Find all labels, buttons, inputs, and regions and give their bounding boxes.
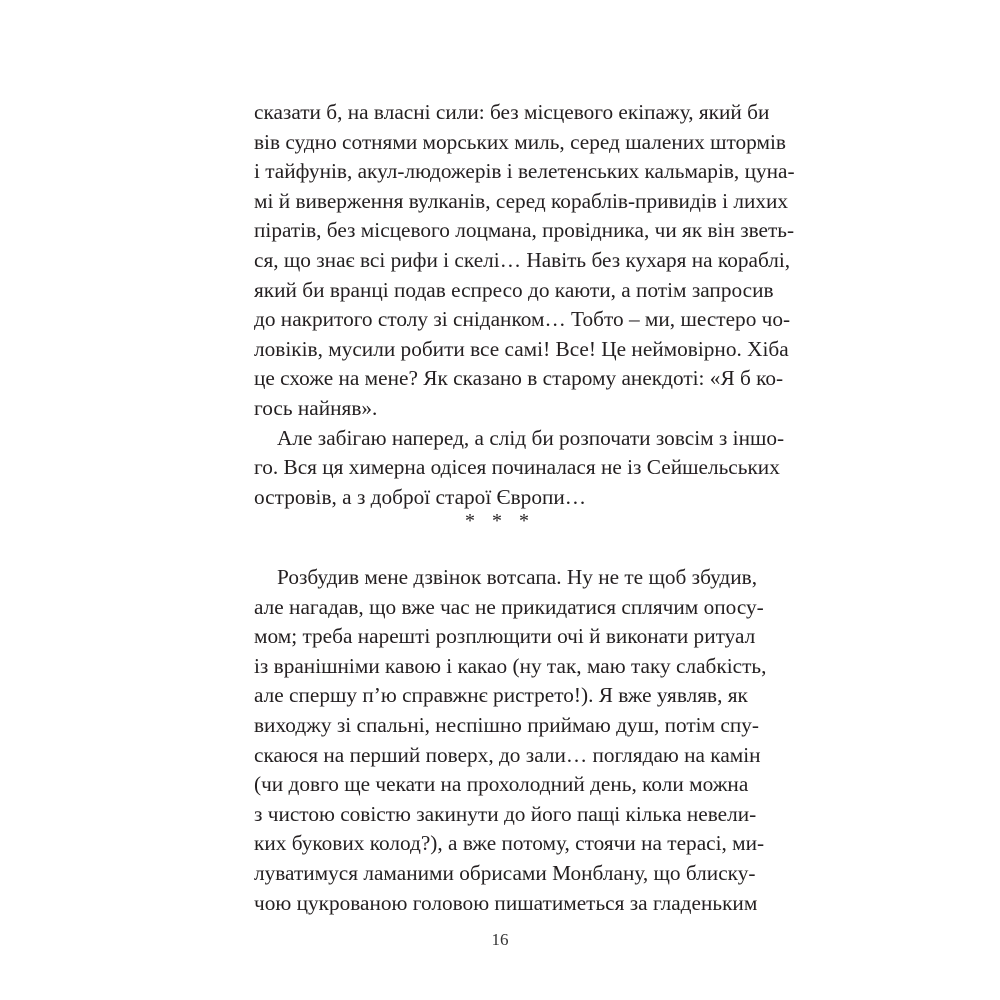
text-line: мі й виверження вулканів, серед кораблів-привидів і лихих bbox=[254, 188, 789, 213]
text-line: піратів, без місцевого лоцмана, провідника, чи як він зветь- bbox=[254, 218, 795, 243]
passage-two bbox=[254, 563, 767, 918]
text-line: скаюся на перший поверх, до зали… поглядаю на камін bbox=[254, 742, 761, 767]
page-number: 16 bbox=[491, 930, 509, 949]
text-line: (чи довго ще чекати на прохолодний день, коли можна bbox=[254, 772, 749, 797]
text-line: Розбудив мене дзвінок вотсапа. Ну не те щоб збудив, bbox=[277, 565, 758, 589]
text-line: з чистою совістю закинути до його пащі кілька невели- bbox=[254, 801, 757, 826]
text-line: але нагадав, що вже час не прикидатися сплячим опосу- bbox=[254, 594, 764, 619]
text-line: сказати б, на власні сили: без місцевого екіпажу, який би bbox=[254, 100, 770, 124]
text-line: вів судно сотнями морських миль, серед шалених штормів bbox=[254, 129, 786, 154]
text-line: гось найняв». bbox=[254, 395, 378, 420]
text-line: луватимуся ламаними обрисами Монблану, що блиску- bbox=[254, 860, 756, 885]
text-line: це схоже на мене? Як сказано в старому анекдоті: «Я б ко- bbox=[254, 366, 784, 391]
text-line: до накритого столу зі сніданком… Тобто – ми, шестеро чо- bbox=[254, 307, 791, 332]
text-line: го. Вся ця химерна одісея починалася не із Сейшельських bbox=[254, 455, 780, 480]
text-line: який би вранці подав еспресо до каюти, а потім запросив bbox=[254, 277, 774, 302]
text-line: островів, а з доброї старої Європи… bbox=[254, 484, 587, 509]
text-line: із вранішніми кавою і какао (ну так, маю таку слабкість, bbox=[254, 653, 767, 678]
text-line: ся, що знає всі рифи і скелі… Навіть без кухаря на кораблі, bbox=[254, 247, 791, 272]
text-line: ких букових колод?), а вже потому, стоячи на терасі, ми- bbox=[254, 831, 765, 856]
text-line: виходжу зі спальні, неспішно приймаю душ, потім спу- bbox=[254, 712, 759, 737]
text-line: мом; треба нарешті розплющити очі й виконати ритуал bbox=[254, 624, 756, 649]
section-separator: * * * bbox=[465, 510, 535, 532]
text-line: але спершу п’ю справжнє ристрето!). Я вже уявляв, як bbox=[254, 683, 748, 708]
text-line: ловіків, мусили робити все самі! Все! Це неймовірно. Хіба bbox=[254, 336, 789, 361]
text-line: Але забігаю наперед, а слід би розпочати зовсім з іншо- bbox=[277, 425, 785, 450]
passage-one bbox=[254, 98, 795, 512]
text-line: і тайфунів, акул-людожерів і велетенських кальмарів, цуна- bbox=[254, 159, 795, 184]
text-line: чою цукрованою головою пишатиметься за гладеньким bbox=[254, 890, 758, 915]
